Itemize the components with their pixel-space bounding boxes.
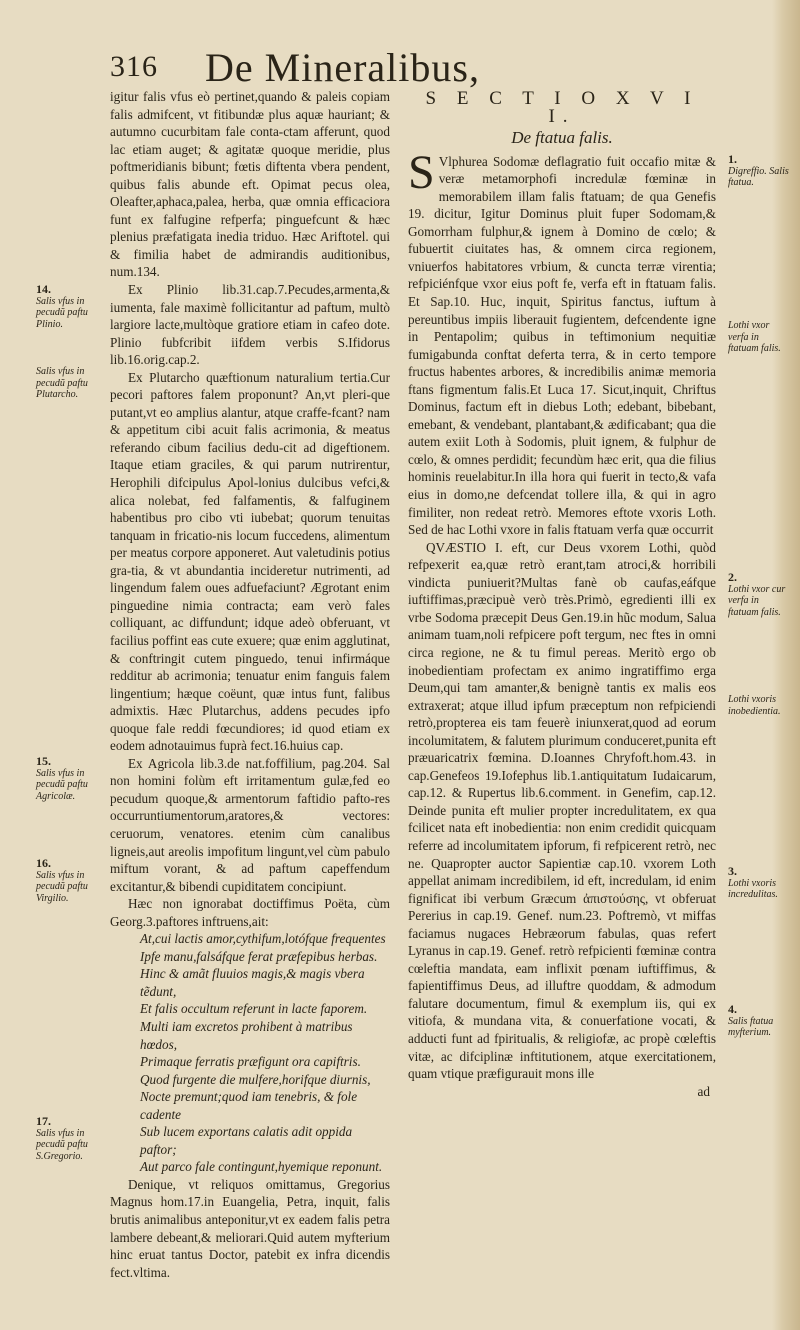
verse-line: At,cui lactis amor,cythifum,lotófque frequentes — [140, 931, 386, 947]
margin-note-text: Salis vfus in pecudũ paftu Plutarcho. — [36, 366, 88, 400]
paragraph: Ex Agricola lib.3.de nat.foffilium, pag.204. Sal non homini folùm eft irritamentum gulæ,fed eo pecudum quoque,& armentorum faftidio pafto-res occurruntiumentorum,aratores,& vectores: ceruorum, venatores. etenim cùm canalibus ligneis,aut areolis impofitum lingunt,vel cùm pabulo miftum vorant, & ad paftum capeffendum excitantur,& bibendi cupiditatem concipiunt. — [110, 755, 390, 894]
margin-note — [36, 284, 104, 330]
margin-note — [728, 320, 790, 355]
margin-note-text: Salis vfus in pecudũ paftu S.Gregorio. — [36, 1127, 88, 1162]
margin-note — [728, 1004, 790, 1039]
margin-note-number: 3. — [728, 864, 737, 878]
paragraph — [408, 145, 716, 539]
margin-note-text: Salis ftatua myfterium. — [728, 1015, 774, 1038]
verse-line: Aut parco fale contingunt,hyemique reponunt. — [140, 1159, 383, 1175]
page-number: 316 — [110, 50, 158, 83]
margin-note-text: Lothi vxoris incredulitas. — [728, 877, 778, 900]
margin-note-number: 15. — [36, 754, 51, 768]
margin-note — [36, 858, 104, 904]
paragraph: QVÆSTIO I. eft, cur Deus vxorem Lothi, quòd refpexerit ea,quæ retrò erant,tam atroci,& horribili vindicta puniuerit?Multas fanè ob caufas,eáfque iuftiffimas,præcipuè verò très.Primò, egredienti illi ex vrbe Sodoma præcepit Deus Gen.19.in hũc modum, Salua animam tuam,noli refpicere poft tergum, nec ftes in omni circa regione, ne & tu fimul pereas. Meritò ergo ob inobedientiam profectam ex animo ingratiffimo erga Deum,qui tam amanter,& benignè tantis ex malis eos extraxerat; atque illud ipfum præceptum non refpiciendi retrò,propterea eis tam feuerè iniunxerat,quod ad eorum incolumitatem, & falutem plurimum conduceret,punita eft præuaricatrix fœmina. D.Ioannes Chryfoft.hom.43. in cap.Genefeos 19.Iofephus lib.1.antiquitatum Iudaicarum, cap.12. & Rupertus lib.6.comment. in Genefim, cap.12. Deinde punita eft mulier propter incredulitatem, ex qua fcilicet nata eft inobedientia: non enim credidit quicquam referre ad incolumitatem ipforum, fi refpicerent retrò, nec ne. Quapropter auctor Sapientiæ cap.10. vxorem Loth appellat animam incredibilem, id eft, incredulam, id enim fignificat ibi verbum Græcum ἀπιστούσης, vt obferuat Pererius in cap.19. Genef. num.23. Poftremò, vt miffas faciamus nugaces Hebræorum fabulas, quas refert Lyranus in cap.19. Genef. retrò refpicienti fœminæ contra cœleftia mandata, eam inflixit pœnam iuftiffimus, & fapientiffimus Deus, ad illuftre quoddam, & admodum falutare documentum, fimul & exemplum iis, qui ex vitiofa, & mundana vita, & conuerfatione vocati, & adducti funt ad fpiritualis, & religiofæ, ac propè cœleftis vitæ, ac difciplinæ inftitutionem, atque exercitationem, quam vtique præfigurauit mons ille — [408, 539, 716, 1082]
margin-note-text: Lothi vxor cur verfa in ftatuam falis. — [728, 583, 786, 618]
margin-note — [728, 572, 790, 618]
verse-line: Quod furgente die mulfere,horifque diurnis, — [140, 1071, 371, 1087]
margin-note — [36, 1116, 104, 1162]
paragraph-text: Vlphurea Sodomæ deflagratio fuit occafio mitæ & veræ metamorphofi incredulæ fœminæ in memorabilem illam falis ftatuam; de qua Genefis 19. dicitur, Igitur Dominus pluit fuper Sodomam,& Gomorrham fulphur,& ignem à Domino de cœlo; & fubuertit ciuitates has, & omnem circa regionem, vniuerfos habitatores vrbium, & cuncta terræ virentia; refpiciénfque vxor eius poft fe, verfa eft in ftatuam falis. Et Sap.10. Huc, inquit, Spiritus fanctus, iuftum à pereuntibus impiis liberauit fugientem, defcendente igne in Pentapolim; quibus in teftimonium nequitiæ fumigabunda conftat deferta terra, & in certo tempore fructus habentes arbores, & incredibilis animæ memoria ftans figmentum falis.Et Luca 17. Sicut,inquit, Chriftus Dominus, factum eft in diebus Loth; edebant, bibebant, emebant, & vendebant, plantabant,& ædificabant; qua die autem exiit Loth à Sodomis, pluit ignem, & fulphur de cœlo, & omnes perdidit; fecundùm hæc erit, qua die filius hominis reuelabitur.In illa hora qui fuerit in tecto,& vafa eius in domo,ne defcendat tollere illa, & qui in agro fimiliter, non redeat retrò. Memores eftote vxoris Loth. Sed de hac Lothi vxore in falis ftatuam verfa quæ occurrit — [408, 153, 716, 538]
paragraph: Denique, vt reliquos omittamus, Gregorius Magnus hom.17.in Euangelia, Petra, inquit, falis brutis animalibus anteponitur,vt ex eadem falis petra lambere debeant,& meliorari.Quid autem myfterium hinc eruat tantus Doctor, patebit ex infra dicendis fect.vltima. — [110, 1176, 390, 1280]
verse-line: Nocte premunt;quod iam tenebris, & fole cadente — [140, 1089, 358, 1122]
paragraph: Ex Plinio lib.31.cap.7.Pecudes,armenta,& iumenta, fale maximè follicitantur ad paftum, multò largiore lacte,multòque gratiore etiam in cafeo dote. Plinio fubfcribit iifdem verbis S.Ifidorus lib.16.orig.cap.2. — [110, 282, 390, 368]
margin-note-number: 16. — [36, 856, 51, 870]
right-column — [408, 88, 716, 1100]
margin-note-text: Lothi vxor verfa in ftatuam falis. — [728, 320, 781, 354]
margin-note-text: Salis vfus in pecudũ paftu Virgilio. — [36, 869, 88, 904]
verse-line: Sub lucem exportans calatis adit oppida paftor; — [140, 1124, 353, 1157]
verse-line: Hinc & amãt fluuios magis,& magis vbera tẽdunt, — [140, 966, 365, 999]
margin-note — [728, 694, 790, 717]
margin-note — [728, 154, 790, 189]
verse-line: Primaque ferratis præfigunt ora capiftris. — [140, 1054, 361, 1070]
margin-note-text: Salis vfus in pecudũ paftu Agricolæ. — [36, 767, 88, 802]
margin-note — [36, 366, 104, 401]
page-title: De Mineralibus, — [205, 45, 480, 90]
margin-note-number: 17. — [36, 1114, 51, 1128]
page-edge — [772, 0, 800, 1330]
margin-note-text: Salis vfus in pecudũ paftu Plinio. — [36, 295, 88, 330]
verse-line: Et falis occultum referunt in lacte faporem. — [140, 1001, 368, 1017]
margin-note-number: 2. — [728, 570, 737, 584]
verse-line: Multi iam excretos prohibent à matribus hœdos, — [140, 1018, 353, 1052]
catchword: ad — [697, 1083, 710, 1099]
margin-note — [36, 756, 104, 802]
margin-note-number: 4. — [728, 1002, 737, 1016]
verse-block — [110, 930, 390, 1176]
margin-note — [728, 866, 790, 901]
margin-note-number: 14. — [36, 282, 51, 296]
section-heading: S E C T I O X V I I. — [425, 88, 699, 127]
margin-note-number: 1. — [728, 152, 737, 166]
section-title: De ftatua falis. — [511, 128, 613, 148]
margin-note-text: Lothi vxoris inobedientia. — [728, 694, 781, 717]
left-column — [110, 88, 390, 1281]
drop-cap: S — [408, 145, 435, 199]
verse-line: Ipfe manu,falsáfque ferat præfepibus herbas. — [140, 948, 378, 964]
margin-note-text: Digreffio. Salis ftatua. — [728, 165, 789, 188]
paragraph: Ex Plutarcho quæftionum naturalium tertia.Cur pecori paftores falem proponunt? An,vt pleri-que putant,vt eo amplius alantur, atque craffe-fcant? nam & appetitum cibi acuit falis acrimonia, & meatus referando cibum facilius dedu-cit ad digeftionem. Itaque etiam graciles, & qui parum nutrirentur, Herophili difcipulus Apol-lonius dulcibus vefci,& alica nolebat, fed falfamentis, & falfuginem habentibus pro cibo vti iubebat; quorum tenuitas tanquam in fricatio-nis locum fuccedens, alimentum per meatus corpore apponeret. Aut valetudinis potius gra-tia, & vt abundantia incideretur nutrimenti, ad lingendum falem oues adfuefaciunt? Ægrotant enim pinguedine nimia contracta; eam verò fales colliquant, ac diffundunt; idque adeò obferuant, vt facilius poffint eas cute exuere; quæ enim agglutinat, & conftringit cutem pinguedo, tenui infirmáque redditur ab acrimonia; tenuatur enim fanguis falem lingentium; hæque coëunt, quæ intus funt, falibus admixtis. Hæc Plutarchus, addens pecudes ipfo quoque fale reddi fœcundiores; id quod etiam ex eodem adnotauimus fuprà fect.16.huius cap. — [110, 369, 390, 754]
paragraph: Hæc non ignorabat doctiffimus Poëta, cùm Georg.3.paftores inftruens,ait: — [110, 896, 390, 929]
paragraph: igitur falis vfus eò pertinet,quando & paleis copiam falis admifcent, vt fitibundæ plus aquæ hauriant; & autumno cucurbitam fale conta-ctam afferunt, quod lac etiam auget; & agitatæ quoque meridie, plus poftmeridianis bibunt; fœtis diftenta vbera pendent, quibus falis abunde eft. Opimat pecus olea, Oleafter,aphaca,palea, herba, quæ omnia efficaciora funt ex falfugine refperfa; pinguefcunt & hæc plenius præfatigata inedia triduo. Hæc Ariftotel. qui & fimilia habet de admirandis auditionibus, num.134. — [110, 89, 390, 280]
